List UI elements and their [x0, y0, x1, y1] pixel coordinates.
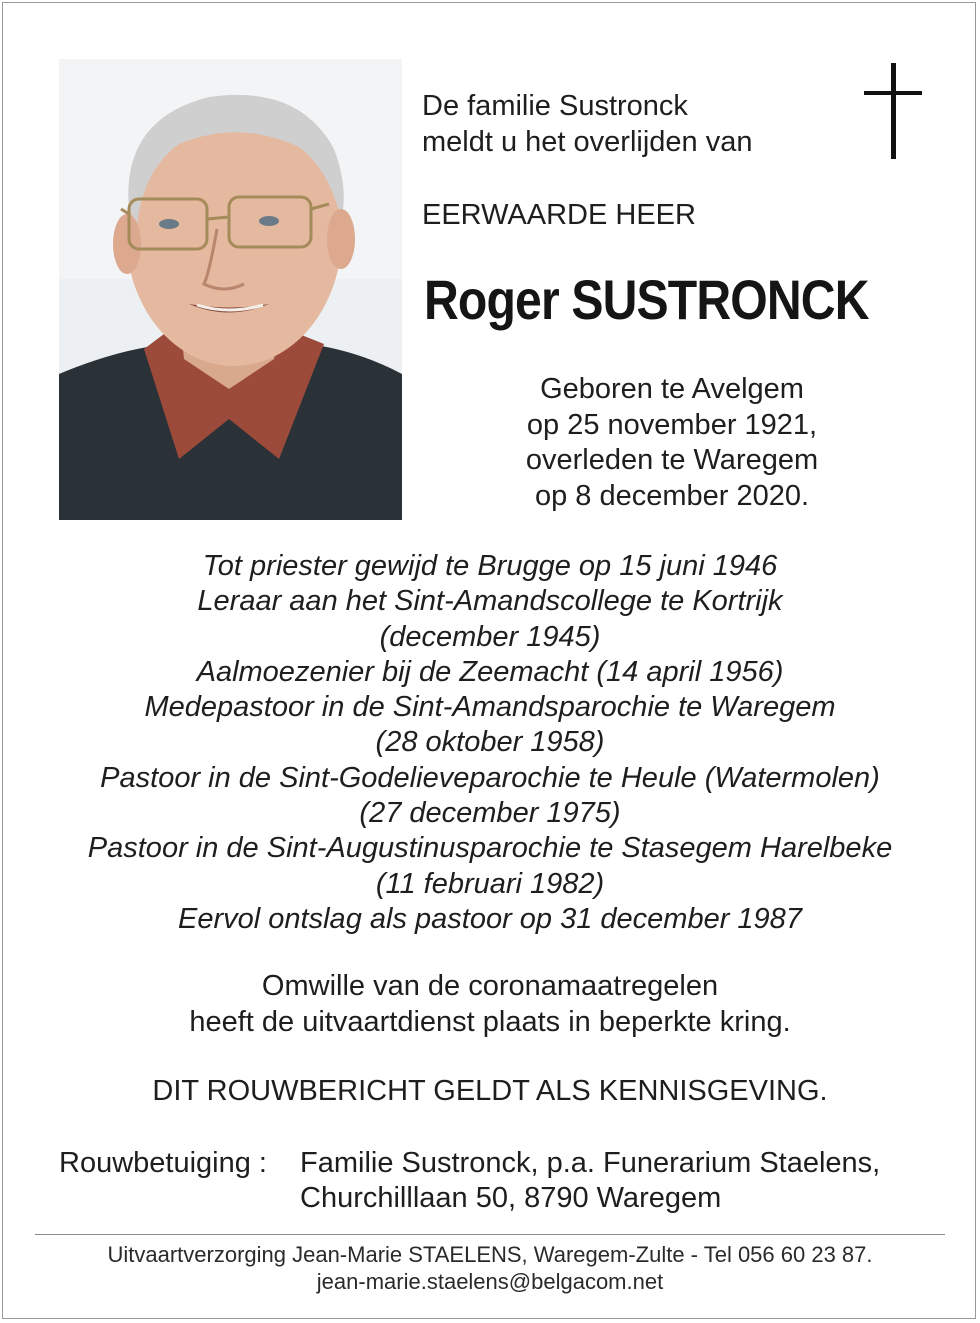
birth-line: overleden te Waregem	[525, 444, 819, 476]
career-line: Leraar aan het Sint-Amandscollege te Kortrijk	[197, 585, 783, 618]
career-line: Eervol ontslag als pastoor op 31 december 1987	[178, 902, 802, 935]
address-line-2: Churchilllaan 50, 8790 Waregem	[300, 1182, 722, 1214]
career-line: Pastoor in de Sint-Godelieveparochie te Heule (Watermolen)	[100, 761, 880, 794]
funeral-director-footer	[0, 1241, 980, 1295]
portrait-photo	[59, 59, 402, 520]
condolence-address	[59, 1146, 881, 1214]
address-line-1: Familie Sustronck, p.a. Funerarium Staelens,	[300, 1147, 881, 1179]
corona-notice	[0, 968, 980, 1040]
career-line: Medepastoor in de Sint-Amandsparochie te Waregem	[144, 691, 836, 724]
intro-line-family: De familie Sustronck	[422, 90, 688, 122]
footer-divider	[35, 1234, 945, 1235]
career-line: Tot priester gewijd te Brugge op 15 juni 1946	[202, 550, 778, 582]
official-notice: DIT ROUWBERICHT GELDT ALS KENNISGEVING.	[152, 1075, 828, 1107]
intro-line-announcement: meldt u het overlijden van	[422, 126, 753, 158]
deceased-name: Roger SUSTRONCK	[424, 268, 869, 331]
birth-line: op 25 november 1921,	[526, 408, 818, 441]
birth-line: op 8 december 2020.	[534, 479, 810, 512]
career-list	[0, 549, 980, 937]
footer-email: jean-marie.staelens@belgacom.net	[316, 1269, 664, 1294]
career-line: (december 1945)	[379, 620, 601, 653]
cross-icon	[864, 63, 922, 159]
announcement-intro	[422, 88, 752, 160]
career-line: (11 februari 1982)	[375, 867, 605, 900]
condolence-label: Rouwbetuiging :	[59, 1147, 267, 1179]
corona-line: heeft de uitvaartdienst plaats in beperkte kring.	[189, 1006, 791, 1038]
career-line: (28 oktober 1958)	[375, 726, 605, 759]
footer-company-line: Uitvaartverzorging Jean-Marie STAELENS, Waregem-Zulte - Tel 056 60 23 87.	[107, 1242, 873, 1267]
birth-line: Geboren te Avelgem	[540, 373, 804, 405]
career-line: (27 december 1975)	[359, 797, 621, 830]
condolence-address-lines	[300, 1146, 880, 1216]
career-line: Aalmoezenier bij de Zeemacht (14 april 1956)	[196, 655, 784, 688]
career-line: Pastoor in de Sint-Augustinusparochie te Stasegem Harelbeke	[87, 832, 893, 865]
birth-death-details	[422, 372, 922, 514]
corona-line: Omwille van de coronamaatregelen	[261, 970, 719, 1002]
honorific-title: EERWAARDE HEER	[422, 199, 696, 231]
